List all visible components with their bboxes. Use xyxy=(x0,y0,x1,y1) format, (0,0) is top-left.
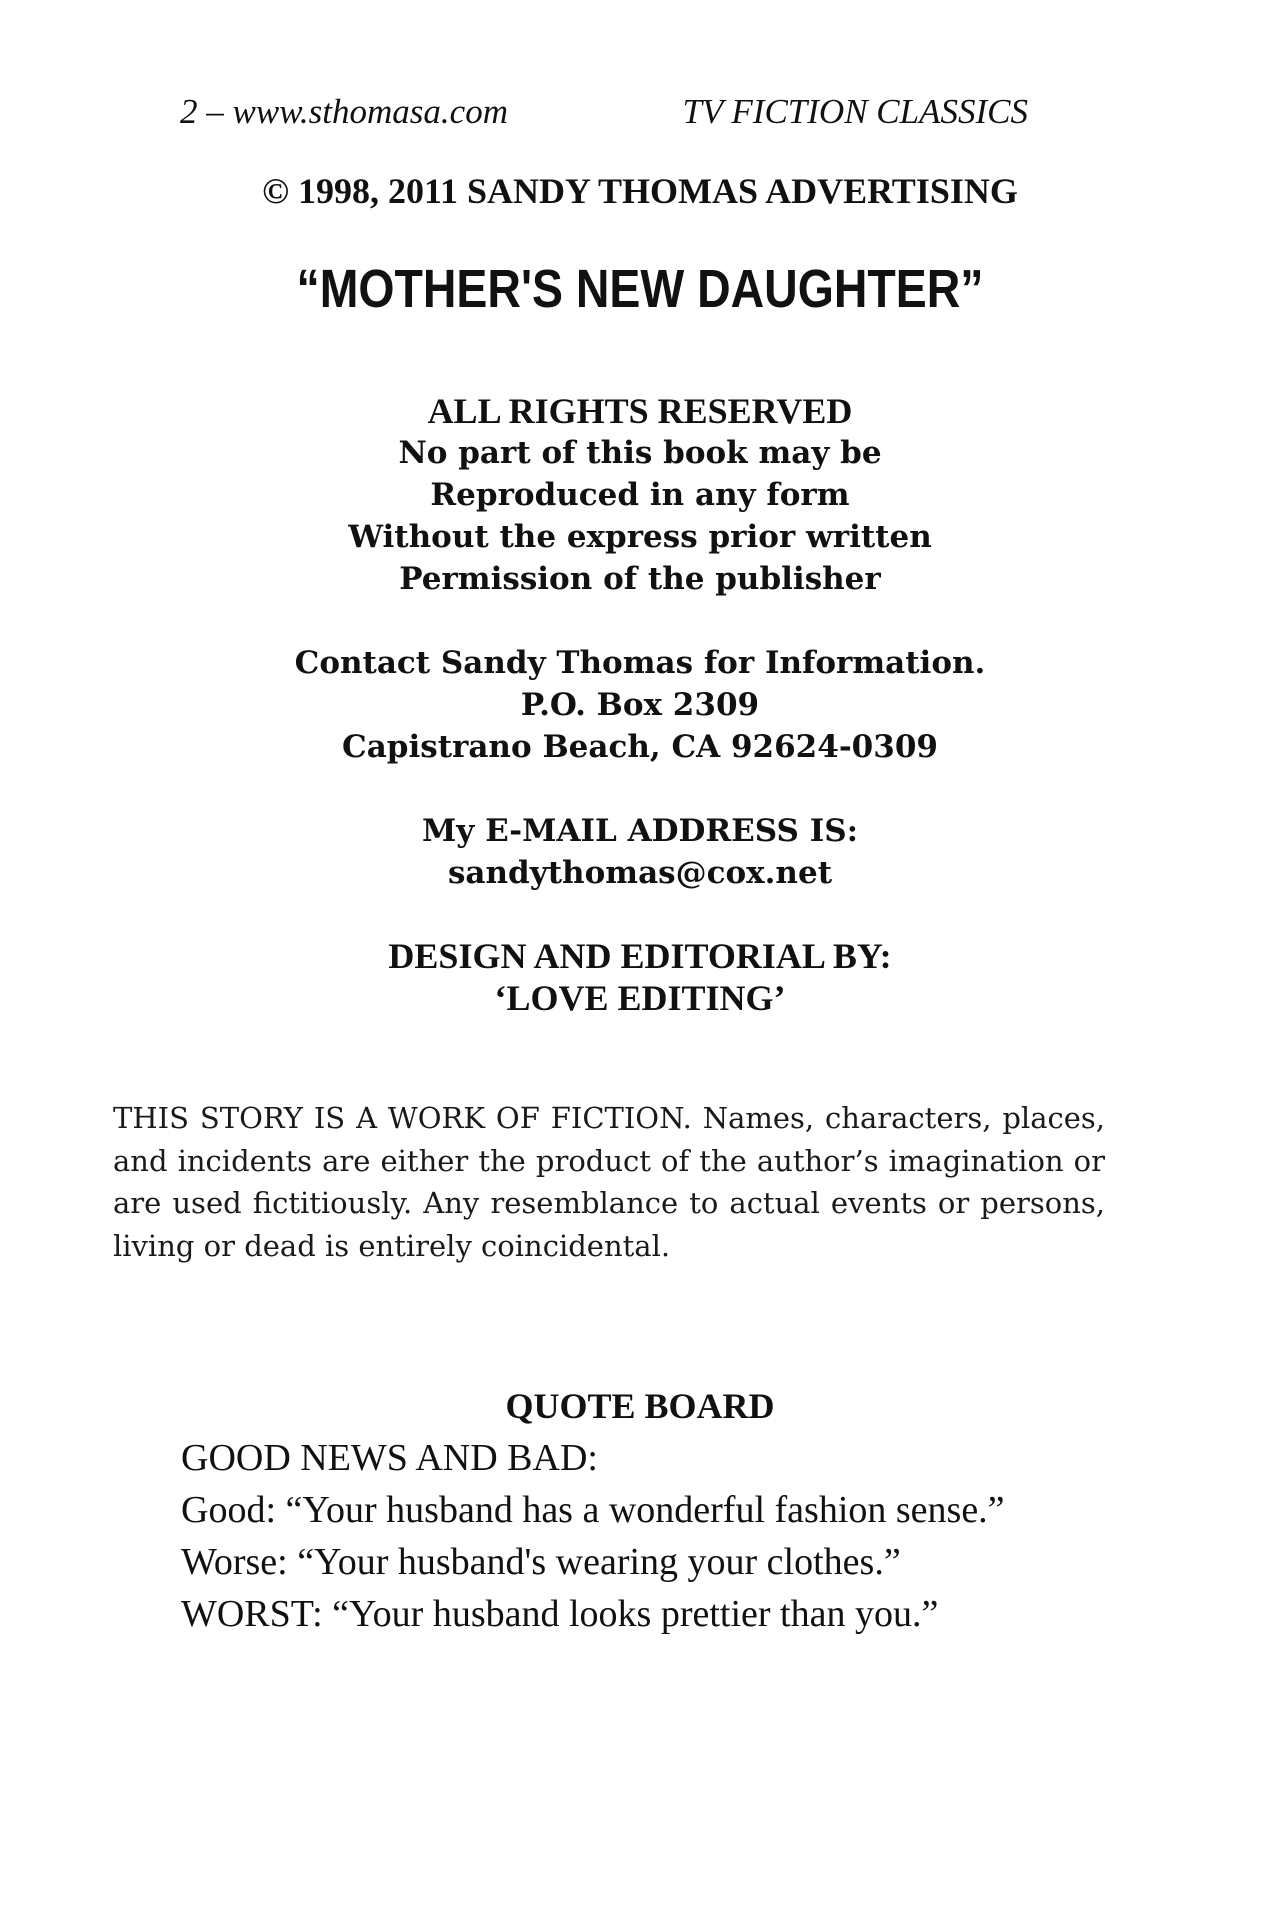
design-credit xyxy=(0,935,1280,1019)
email-block xyxy=(0,810,1280,894)
running-header xyxy=(180,92,1028,132)
rights-line: Without the express prior written xyxy=(348,519,932,555)
header-series-title: TV FICTION CLASSICS xyxy=(682,92,1028,131)
design-name: ‘LOVE EDITING’ xyxy=(494,978,786,1018)
quote-line: WORST: “Your husband looks prettier than you.” xyxy=(181,1593,939,1635)
contact-line: Capistrano Beach, CA 92624-0309 xyxy=(342,729,938,765)
quote-board xyxy=(113,1432,1105,1640)
rights-line: Permission of the publisher xyxy=(399,561,881,597)
rights-line: ALL RIGHTS RESERVED xyxy=(427,391,853,431)
quote-line: Worse: “Your husband's wearing your clothes.” xyxy=(181,1541,901,1583)
rights-line: No part of this book may be xyxy=(398,435,882,471)
contact-block xyxy=(0,642,1280,768)
fiction-disclaimer: THIS STORY IS A WORK OF FICTION. Names, characters, places, and incidents are either the product of the author’s imagination or are used fictitiously. Any resemblance to actual events or persons, living or dead is entirely coincidental. xyxy=(113,1101,1105,1263)
quote-board-heading: QUOTE BOARD xyxy=(505,1386,775,1426)
contact-line: Contact Sandy Thomas for Information. xyxy=(294,645,986,681)
book-title: “MOTHER'S NEW DAUGHTER” xyxy=(296,259,984,319)
rights-line: Reproduced in any form xyxy=(430,477,850,513)
email-address: sandythomas@cox.net xyxy=(447,855,833,891)
design-heading: DESIGN AND EDITORIAL BY: xyxy=(388,936,892,976)
contact-line: P.O. Box 2309 xyxy=(520,687,760,723)
email-label: My E-MAIL ADDRESS IS: xyxy=(421,813,859,849)
quote-line: GOOD NEWS AND BAD: xyxy=(181,1437,598,1479)
header-page-url: 2 – www.sthomasa.com xyxy=(180,92,508,131)
copyright-line: © 1998, 2011 SANDY THOMAS ADVERTISING xyxy=(262,171,1018,211)
rights-notice xyxy=(0,390,1280,600)
quote-line: Good: “Your husband has a wonderful fashion sense.” xyxy=(181,1489,1005,1531)
